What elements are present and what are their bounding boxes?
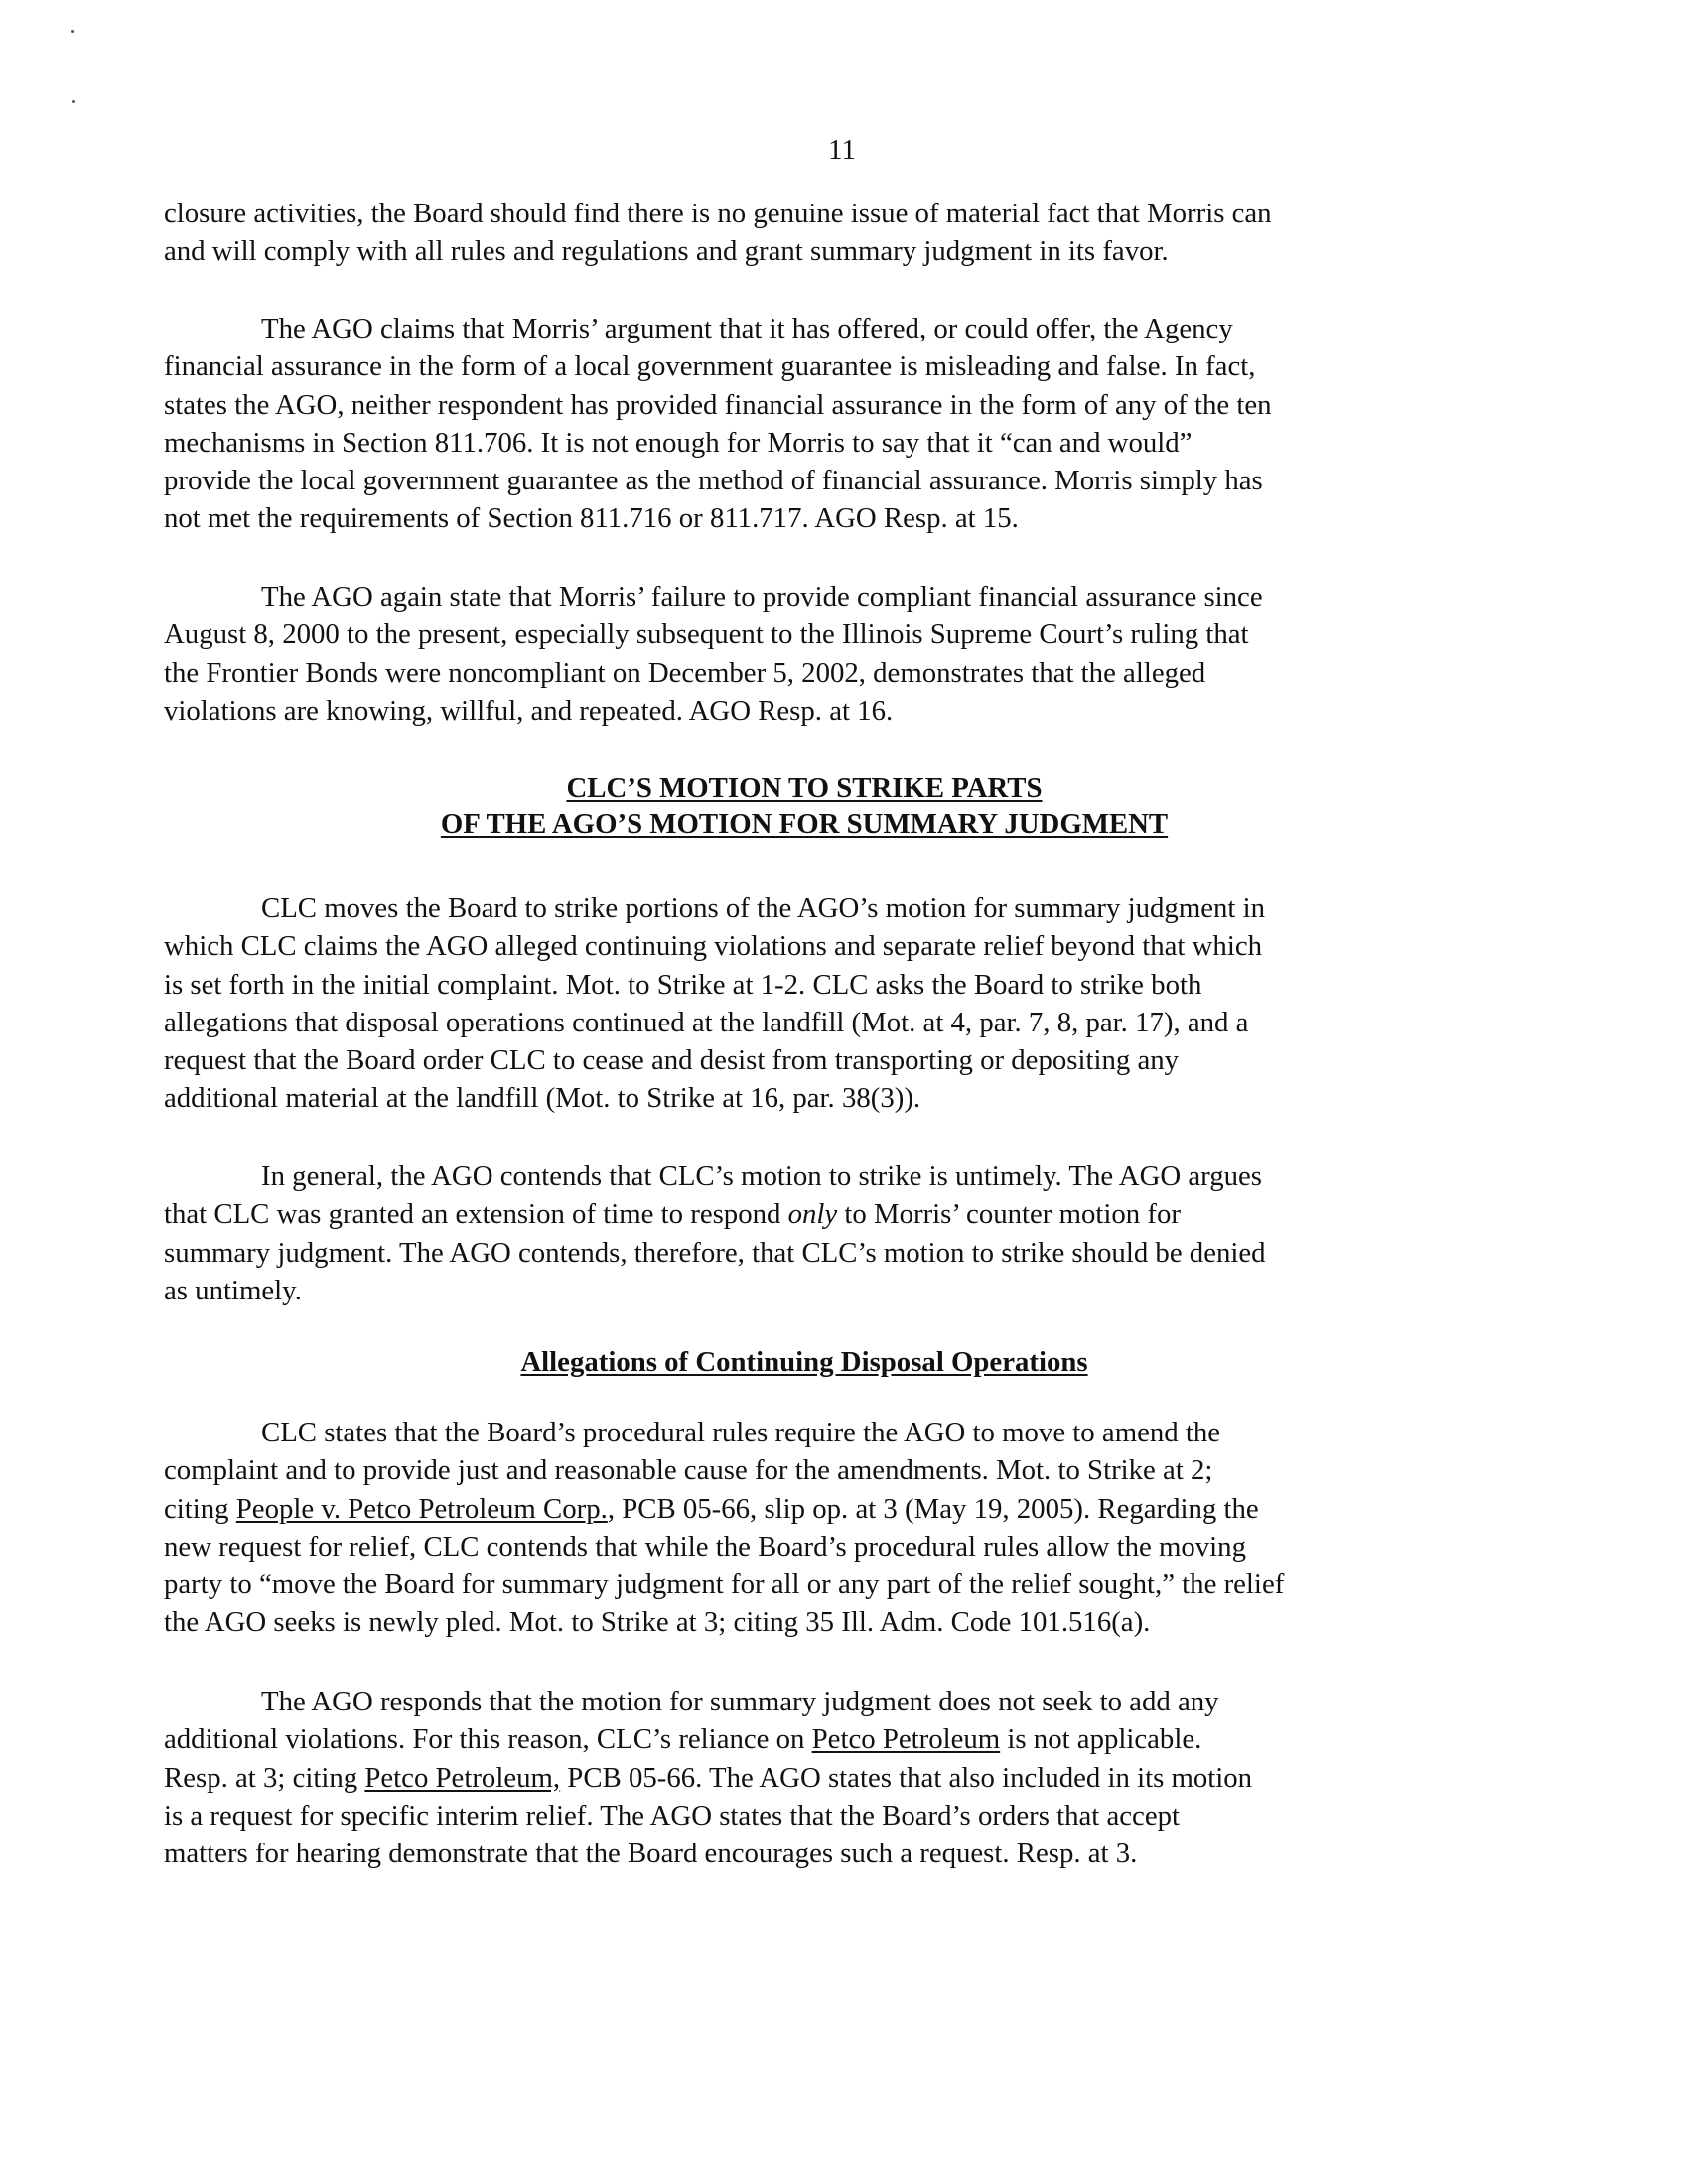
text-line: is set forth in the initial complaint. Mot. to Strike at 1-2. CLC asks the Board to strike both — [164, 968, 1202, 1001]
text-line: CLC moves the Board to strike portions of the AGO’s motion for summary judgment in — [261, 892, 1265, 924]
scan-speck — [72, 100, 75, 103]
text-line: matters for hearing demonstrate that the Board encourages such a request. Resp. at 3. — [164, 1838, 1138, 1870]
text-line: CLC states that the Board’s procedural rules require the AGO to move to amend the — [261, 1417, 1221, 1448]
page-number: 11 — [828, 134, 856, 166]
text-run: additional violations. For this reason, CLC’s reliance on — [164, 1723, 812, 1756]
case-citation: Petco Petroleum — [811, 1723, 1001, 1756]
paragraph-4 — [164, 889, 1445, 1118]
text-line: The AGO responds that the motion for summary judgment does not seek to add any — [261, 1686, 1219, 1717]
text-line: the Frontier Bonds were noncompliant on December 5, 2002, demonstrates that the alleged — [164, 656, 1206, 689]
paragraph-2 — [164, 310, 1445, 538]
scan-speck — [71, 30, 74, 33]
text-line: party to “move the Board for summary judgment for all or any part of the relief sought,” the relief — [164, 1569, 1285, 1601]
text-line — [164, 1490, 1445, 1528]
case-citation: Petco Petroleum, — [364, 1761, 561, 1794]
text-line: is a request for specific interim relief. The AGO states that the Board’s orders that accept — [164, 1799, 1181, 1832]
heading-line-1: CLC’S MOTION TO STRIKE PARTS — [566, 772, 1043, 804]
text-line: The AGO claims that Morris’ argument that it has offered, or could offer, the Agency — [261, 313, 1233, 344]
paragraph-6 — [164, 1414, 1445, 1642]
case-citation: People v. Petco Petroleum Corp. — [235, 1492, 608, 1525]
text-line: as untimely. — [164, 1274, 302, 1306]
paragraph-1 — [164, 195, 1445, 271]
text-line: and will comply with all rules and regulations and grant summary judgment in its favor. — [164, 235, 1169, 268]
text-run: citing — [164, 1492, 236, 1525]
text-line: states the AGO, neither respondent has provided financial assurance in the form of any of the ten — [164, 388, 1272, 421]
text-run: to Morris’ counter motion for — [837, 1198, 1181, 1231]
text-line: request that the Board order CLC to cease and desist from transporting or depositing any — [164, 1044, 1180, 1077]
text-line: The AGO again state that Morris’ failure to provide compliant financial assurance since — [261, 581, 1263, 613]
subsection-heading — [164, 1344, 1445, 1380]
text-line: August 8, 2000 to the present, especially subsequent to the Illinois Supreme Court’s ruling that — [164, 618, 1249, 651]
paragraph-5 — [164, 1158, 1445, 1309]
heading-line-2: OF THE AGO’S MOTION FOR SUMMARY JUDGMENT — [440, 808, 1169, 840]
text-line: financial assurance in the form of a local government guarantee is misleading and false. In fact, — [164, 350, 1256, 383]
text-line: new request for relief, CLC contends that while the Board’s procedural rules allow the moving — [164, 1530, 1246, 1563]
text-line: additional material at the landfill (Mot. to Strike at 16, par. 38(3)). — [164, 1082, 921, 1115]
text-run: , PCB 05-66, slip op. at 3 (May 19, 2005). Regarding the — [607, 1492, 1259, 1525]
text-line: provide the local government guarantee as the method of financial assurance. Morris simply has — [164, 465, 1263, 497]
text-line: mechanisms in Section 811.706. It is not enough for Morris to say that it “can and would” — [164, 426, 1193, 459]
text-line: complaint and to provide just and reasonable cause for the amendments. Mot. to Strike at 2; — [164, 1454, 1213, 1487]
text-line: which CLC claims the AGO alleged continuing violations and separate relief beyond that which — [164, 930, 1262, 963]
text-run: Resp. at 3; citing — [164, 1761, 365, 1794]
text-line: not met the requirements of Section 811.716 or 811.717. AGO Resp. at 15. — [164, 502, 1019, 535]
text-run: that CLC was granted an extension of time to respond — [164, 1198, 788, 1231]
text-line: allegations that disposal operations continued at the landfill (Mot. at 4, par. 7, 8, par. 17), and a — [164, 1006, 1249, 1038]
text-line — [164, 1720, 1445, 1758]
text-line: summary judgment. The AGO contends, therefore, that CLC’s motion to strike should be denied — [164, 1236, 1266, 1269]
text-line — [164, 1195, 1445, 1233]
paragraph-7 — [164, 1683, 1445, 1872]
text-line: violations are knowing, willful, and repeated. AGO Resp. at 16. — [164, 694, 894, 727]
text-line: the AGO seeks is newly pled. Mot. to Strike at 3; citing 35 Ill. Adm. Code 101.516(a). — [164, 1606, 1151, 1639]
subheading-line: Allegations of Continuing Disposal Operations — [520, 1346, 1088, 1378]
text-run: PCB 05-66. The AGO states that also included in its motion — [560, 1761, 1253, 1794]
emphasis-only: only — [787, 1198, 838, 1231]
paragraph-3 — [164, 578, 1445, 730]
text-line — [164, 1759, 1445, 1797]
text-run: is not applicable. — [1000, 1723, 1202, 1756]
section-heading — [164, 770, 1445, 842]
text-line: closure activities, the Board should find there is no genuine issue of material fact that Morris can — [164, 198, 1272, 229]
text-line: In general, the AGO contends that CLC’s motion to strike is untimely. The AGO argues — [261, 1160, 1263, 1192]
